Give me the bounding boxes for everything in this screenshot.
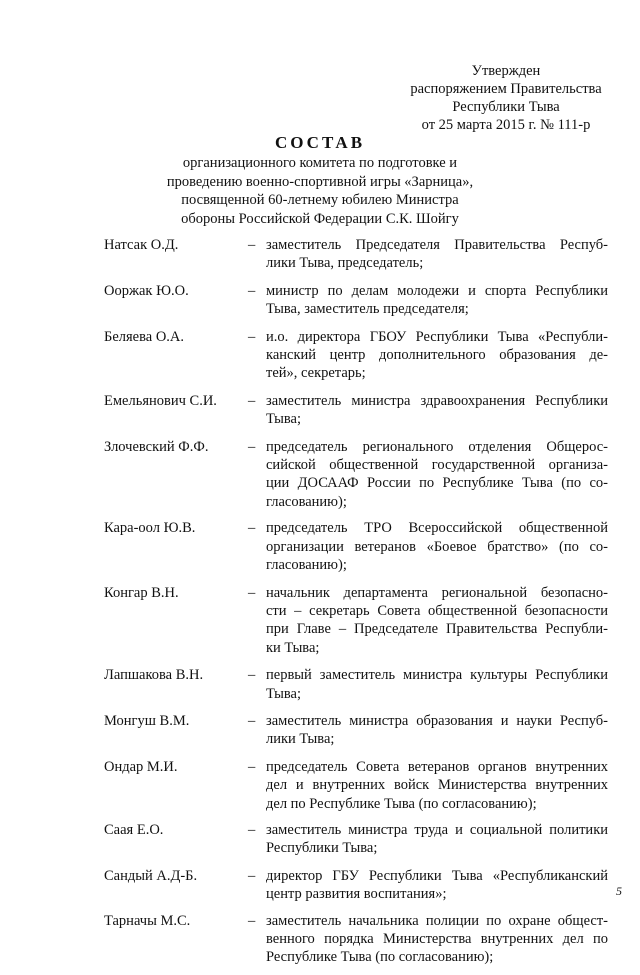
member-role: [266, 758, 608, 813]
member-role-line: заместитель министра труда и социальной политики: [266, 821, 608, 838]
member-role-line: председатель регионального отделения Общерос-: [266, 438, 608, 455]
member-role-line: председатель Совета ветеранов органов внутренних: [266, 758, 608, 775]
member-row: [0, 584, 640, 658]
member-name: Монгуш В.М.: [104, 712, 190, 729]
member-row: [0, 438, 640, 512]
committee-member-list: [0, 236, 640, 975]
page-number: 5: [616, 884, 622, 898]
member-row: [0, 821, 640, 858]
member-role-line: Тыва, заместитель председателя;: [266, 301, 469, 318]
member-role-line: ции ДОСААФ России по Республике Тыва (по со-: [266, 475, 608, 492]
subtitle-line-3: посвященной 60-летнему юбилею Министра: [181, 192, 459, 208]
member-row: [0, 867, 640, 904]
member-dash: –: [248, 867, 256, 884]
member-role-line: лики Тыва, председатель;: [266, 255, 424, 272]
member-name: Саая Е.О.: [104, 821, 164, 838]
member-dash: –: [248, 282, 256, 299]
member-name: Емельянович С.И.: [104, 392, 217, 409]
member-row: [0, 519, 640, 574]
member-role: [266, 821, 608, 858]
member-role-line: Тыва;: [266, 411, 301, 428]
member-dash: –: [248, 237, 256, 253]
member-name: Ондар М.И.: [104, 758, 178, 775]
member-name: Лапшакова В.Н.: [104, 667, 204, 684]
member-row: [0, 912, 640, 967]
approval-line-4: от 25 марта 2015 г. № 111-р: [421, 117, 591, 133]
subtitle-line-4: обороны Российской Федерации С.К. Шойгу: [181, 210, 459, 227]
member-role-line: Республике Тыва (по согласованию);: [266, 949, 494, 966]
member-role-line: Республики Тыва;: [266, 840, 378, 857]
member-role-line: тей», секретарь;: [266, 365, 366, 382]
member-dash: –: [248, 584, 256, 601]
member-name: Злочевский Ф.Ф.: [104, 438, 209, 455]
member-role-line: председатель ТРО Всероссийской общественной: [266, 520, 608, 537]
member-row: [0, 392, 640, 429]
member-role: [266, 236, 608, 273]
member-name: Тарначы М.С.: [104, 912, 191, 929]
member-dash: –: [248, 758, 256, 775]
member-role-line: дел и внутренних войск Министерства внутренних: [266, 777, 608, 794]
member-role-line: венного порядка Министерства внутренних дел по: [266, 931, 608, 947]
member-name: Ооржак Ю.О.: [104, 282, 189, 299]
member-role: [266, 438, 608, 512]
member-dash: –: [248, 392, 256, 409]
member-role-line: первый заместитель министра культуры Республики: [266, 667, 608, 684]
member-name: Сандый А.Д-Б.: [104, 867, 198, 884]
member-role-line: министр по делам молодежи и спорта Республики: [266, 282, 608, 299]
member-dash: –: [248, 712, 256, 729]
approval-stamp: [396, 62, 616, 134]
member-role-line: и.о. директора ГБОУ Республики Тыва «Республи-: [266, 328, 608, 345]
member-name: Беляева О.А.: [104, 328, 185, 345]
member-role-line: начальник департамента региональной безопасно-: [266, 584, 608, 601]
member-role-line: гласованию);: [266, 557, 347, 574]
member-role-line: ки Тыва;: [266, 639, 320, 656]
member-dash: –: [248, 520, 256, 537]
member-role-line: канский центр дополнительного образования де-: [266, 347, 608, 364]
approval-line-1: Утвержден: [471, 63, 541, 79]
approval-line-2: распоряжением Правительства: [410, 81, 602, 97]
approval-line-3: Республики Тыва: [452, 99, 560, 115]
member-role: [266, 392, 608, 429]
member-role: [266, 282, 608, 319]
member-dash: –: [248, 438, 256, 455]
member-role: [266, 912, 608, 967]
member-row: [0, 328, 640, 383]
member-row: [0, 758, 640, 813]
member-role-line: дел по Республике Тыва (по согласованию);: [266, 795, 537, 812]
member-role: [266, 712, 608, 749]
member-dash: –: [248, 667, 256, 684]
member-row: [0, 236, 640, 273]
member-role-line: организации ветеранов «Боевое братство» (по со-: [266, 538, 608, 555]
subtitle-line-2: проведению военно-спортивной игры «Зарница»,: [166, 173, 474, 190]
member-dash: –: [248, 821, 256, 838]
member-role-line: центр развития воспитания»;: [266, 886, 447, 903]
member-role-line: заместитель начальника полиции по охране общест-: [266, 912, 608, 929]
member-row: [0, 712, 640, 749]
document-title: СОСТАВ: [274, 133, 366, 152]
member-role-line: при Главе – Председателе Правительства Республи-: [266, 621, 608, 638]
document-subtitle: [140, 154, 500, 228]
member-role-line: заместитель министра здравоохранения Республики: [266, 392, 608, 409]
member-row: [0, 282, 640, 319]
member-name: Натсак О.Д.: [104, 237, 179, 253]
member-role-line: сти – секретарь Совета общественной безопасности: [266, 602, 608, 619]
member-row: [0, 666, 640, 703]
member-role-line: гласованию);: [266, 493, 347, 510]
member-role-line: сийской общественной государственной организа-: [266, 457, 608, 474]
member-name: Конгар В.Н.: [104, 584, 179, 601]
member-role-line: заместитель Председателя Правительства Респуб-: [266, 237, 608, 253]
member-role: [266, 584, 608, 658]
member-role-line: Тыва;: [266, 685, 301, 702]
member-dash: –: [248, 912, 256, 929]
member-role-line: директор ГБУ Республики Тыва «Республиканский: [266, 867, 608, 884]
member-role-line: заместитель министра образования и науки Респуб-: [266, 712, 608, 729]
member-role: [266, 867, 608, 904]
member-role: [266, 519, 608, 574]
member-dash: –: [248, 328, 256, 345]
member-name: Кара-оол Ю.В.: [104, 520, 196, 537]
member-role: [266, 328, 608, 383]
member-role: [266, 666, 608, 703]
member-role-line: лики Тыва;: [266, 731, 335, 748]
subtitle-line-1: организационного комитета по подготовке и: [182, 155, 458, 171]
